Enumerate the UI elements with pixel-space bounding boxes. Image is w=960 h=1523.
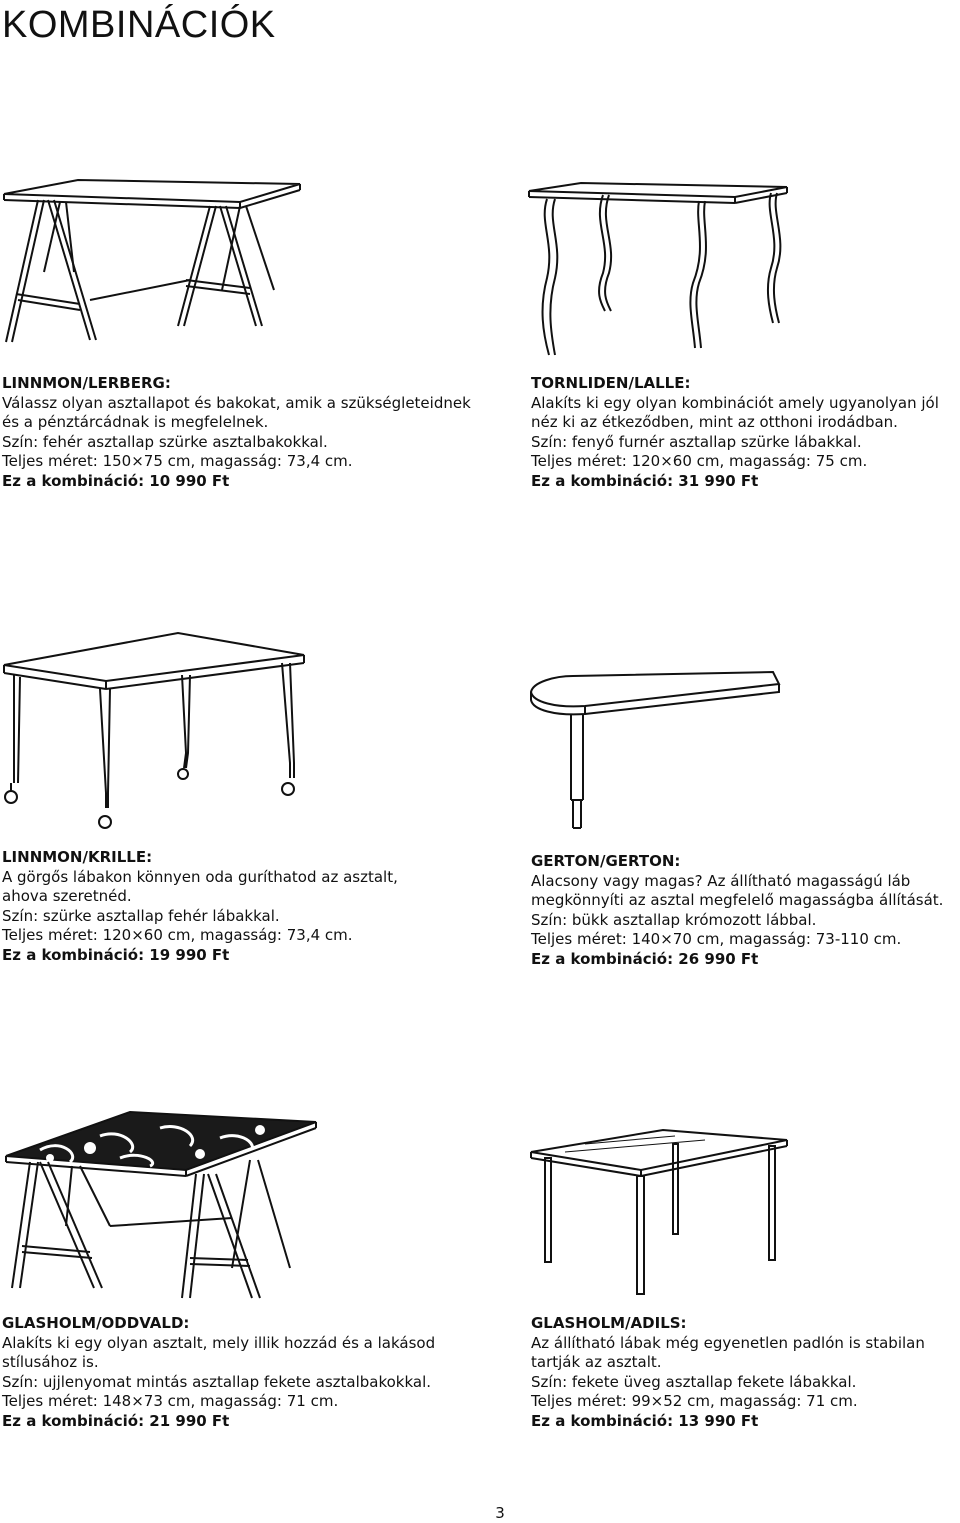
patterned-trestle-desk-illustration — [0, 1108, 320, 1298]
product-description-line: stílusához is. — [2, 1353, 99, 1371]
product-price: Ez a kombináció: 31 990 Ft — [531, 471, 759, 490]
glass-table-illustration — [525, 1130, 795, 1300]
product-description-line: és a pénztárcádnak is megfelelnek. — [2, 413, 269, 431]
single-leg-desk-illustration — [525, 670, 795, 835]
page-title: KOMBINÁCIÓK — [2, 4, 276, 46]
product-color: Szín: bükk asztallap krómozott lábbal. — [531, 910, 817, 929]
product-description-line: néz ki az étkeződben, mint az otthoni irodádban. — [531, 413, 898, 431]
trestle-desk-illustration — [0, 180, 310, 355]
product-name: GERTON/GERTON: — [531, 852, 681, 870]
product-name: GLASHOLM/ODDVALD: — [2, 1314, 190, 1332]
product-description-line: megkönnyíti az asztal megfelelő magasságba állítását. — [531, 891, 944, 909]
product-linnmon-krille — [2, 848, 442, 965]
product-price: Ez a kombináció: 21 990 Ft — [2, 1411, 230, 1430]
product-glasholm-oddvald — [2, 1314, 442, 1431]
product-price: Ez a kombináció: 19 990 Ft — [2, 945, 230, 964]
product-name: TORNLIDEN/LALLE: — [531, 374, 691, 392]
product-description-line: tartják az asztalt. — [531, 1353, 662, 1371]
castor-leg-table-illustration — [0, 633, 310, 838]
product-glasholm-adils — [531, 1314, 960, 1431]
product-description-line: Az állítható lábak még egyenetlen padlón is stabilan — [531, 1333, 925, 1352]
product-price: Ez a kombináció: 26 990 Ft — [531, 949, 759, 968]
product-size: Teljes méret: 150×75 cm, magasság: 73,4 cm. — [2, 452, 353, 470]
product-tornliden-lalle — [531, 374, 960, 491]
product-color: Szín: szürke asztallap fehér lábakkal. — [2, 906, 280, 925]
product-description-line: A görgős lábakon könnyen oda guríthatod az asztalt, — [2, 867, 398, 886]
product-description-line: ahova szeretnéd. — [2, 887, 132, 905]
product-color: Szín: ujjlenyomat mintás asztallap fekete asztalbakokkal. — [2, 1372, 432, 1391]
product-price: Ez a kombináció: 13 990 Ft — [531, 1411, 759, 1430]
product-size: Teljes méret: 99×52 cm, magasság: 71 cm. — [531, 1392, 858, 1410]
product-description-line: Válassz olyan asztallapot és bakokat, amik a szükségleteidnek — [2, 393, 471, 412]
product-description-line: Alacsony vagy magas? Az állítható magasságú láb — [531, 871, 911, 890]
page-number: 3 — [495, 1504, 505, 1522]
curved-leg-table-illustration — [525, 183, 795, 358]
product-name: LINNMON/LERBERG: — [2, 374, 171, 392]
product-linnmon-lerberg — [2, 374, 471, 491]
product-size: Teljes méret: 120×60 cm, magasság: 75 cm. — [531, 452, 868, 470]
product-color: Szín: fehér asztallap szürke asztalbakokkal. — [2, 432, 328, 451]
product-size: Teljes méret: 140×70 cm, magasság: 73-110 cm. — [531, 930, 902, 948]
product-gerton-gerton — [531, 852, 960, 969]
product-size: Teljes méret: 120×60 cm, magasság: 73,4 cm. — [2, 926, 353, 944]
product-description-line: Alakíts ki egy olyan kombinációt amely ugyanolyan jól — [531, 393, 939, 412]
product-size: Teljes méret: 148×73 cm, magasság: 71 cm. — [2, 1392, 339, 1410]
product-color: Szín: fekete üveg asztallap fekete lábakkal. — [531, 1372, 857, 1391]
product-description-line: Alakíts ki egy olyan asztalt, mely illik hozzád és a lakásod — [2, 1333, 436, 1352]
product-name: LINNMON/KRILLE: — [2, 848, 153, 866]
product-color: Szín: fenyő furnér asztallap szürke lábakkal. — [531, 432, 862, 451]
product-price: Ez a kombináció: 10 990 Ft — [2, 471, 230, 490]
product-name: GLASHOLM/ADILS: — [531, 1314, 687, 1332]
